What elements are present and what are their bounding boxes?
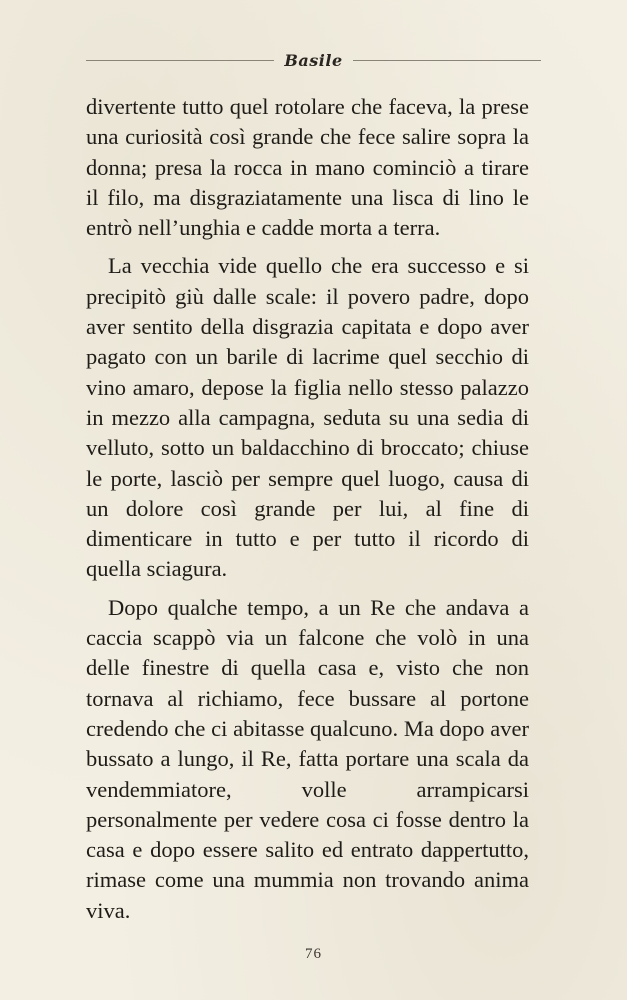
- paragraph: Dopo qualche tempo, a un Re che andava a caccia scappò via un falcone che volò in una delle finestre di quella casa e, visto che non tornava al richiamo, fece bussare al portone credendo che ci abitasse qualcuno. Ma dopo aver bussato a lungo, il Re, fatta portare una scala da vendemmiatore, volle arrampicarsi personalmente per vedere cosa ci fosse dentro la casa e dopo essere salito ed entrato dappertutto, rimase come una mummia non trovando anima viva.: [86, 594, 529, 923]
- header-rule-left: [86, 60, 274, 61]
- page-body: [86, 92, 529, 926]
- page-number: 76: [305, 946, 322, 962]
- running-head-title: Basile: [284, 50, 343, 70]
- paragraph: La vecchia vide quello che era successo e si precipitò giù dalle scale: il povero padre, dopo aver sentito della disgrazia capitata e dopo aver pagato con un barile di lacrime quel secchio di vino amaro, depose la figlia nello stesso palazzo in mezzo alla campagna, seduta su una sedia di velluto, sotto un baldacchino di broccato; chiuse le porte, lasciò per sempre quel luogo, causa di un dolore così grande per lui, al fine di dimenticare in tutto e per tutto il ricordo di quella sciagura.: [86, 253, 529, 582]
- paragraph-continuation: divertente tutto quel rotolare che faceva, la prese una curiosità così grande che fece salire sopra la donna; presa la rocca in mano cominciò a tirare il filo, ma disgraziatamente una lisca di lino le entrò nell’unghia e cadde morta a terra.: [86, 94, 529, 241]
- running-header: [86, 46, 541, 74]
- header-rule-right: [353, 60, 541, 61]
